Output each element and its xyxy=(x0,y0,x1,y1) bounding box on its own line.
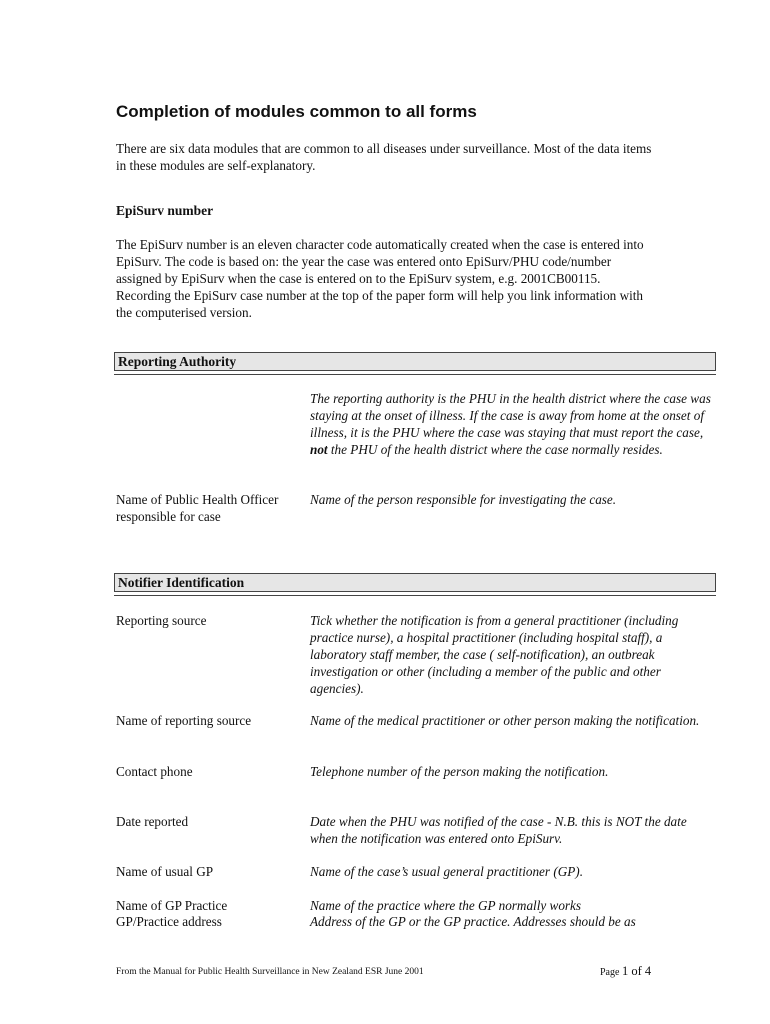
notifier-identification-heading: Notifier Identification xyxy=(118,575,245,590)
reporting-source-label: Reporting source xyxy=(116,613,207,628)
reporting-authority-desc-part: the PHU of the health district where the case normally resides. xyxy=(327,442,663,457)
gp-address-description: Address of the GP or the GP practice. Addresses should be as xyxy=(310,914,636,929)
usual-gp-description: Name of the case’s usual general practitioner (GP). xyxy=(310,864,583,879)
reporting-authority-desc-part: The reporting authority is the PHU in the health district where the case was staying at the onset of illness. If the case is away from home at the onset of illness, it is the PHU where the case was staying that must report the case, xyxy=(310,391,711,440)
page-title: Completion of modules common to all forms xyxy=(116,102,477,121)
reporting-authority-description xyxy=(310,390,716,458)
gp-address-label: GP/Practice address xyxy=(116,914,222,929)
officer-description: Name of the person responsible for investigating the case. xyxy=(310,492,617,507)
page-count: 1 of 4 xyxy=(621,964,652,978)
footer-source: From the Manual for Public Health Surveillance in New Zealand ESR June 2001 xyxy=(116,967,424,977)
gp-practice-description: Name of the practice where the GP normally works xyxy=(310,898,582,913)
page-prefix: Page xyxy=(600,967,622,978)
reporting-authority-header xyxy=(114,352,716,371)
gp-practice-label: Name of GP Practice xyxy=(116,898,228,913)
contact-phone-label: Contact phone xyxy=(116,764,193,779)
page-number xyxy=(600,964,651,979)
reporting-authority-heading: Reporting Authority xyxy=(118,354,237,369)
episurv-paragraph: The EpiSurv number is an eleven character code automatically created when the case is entered into EpiSurv. The code is based on: the year the case was entered onto EpiSurv/PHU code/number assigned by EpiSurv when the case is entered on to the EpiSurv system, e.g. 2001CB00115. Recording the EpiSurv case number at the top of the paper form will help you link information with the computerised version. xyxy=(116,237,644,320)
section-divider xyxy=(114,374,716,375)
reporting-source-description: Tick whether the notification is from a general practitioner (including practice nurse), a hospital practitioner (including hospital staff), a laboratory staff member, the case ( self-notification), an outbreak investigation or other (including a member of the public and other agencies). xyxy=(310,613,679,696)
intro-paragraph: There are six data modules that are common to all diseases under surveillance. Most of the data items in these modules are self-explanatory. xyxy=(116,141,652,173)
contact-phone-description: Telephone number of the person making the notification. xyxy=(310,764,609,779)
reporting-source-name-label: Name of reporting source xyxy=(116,713,252,728)
reporting-authority-desc-emphasis: not xyxy=(310,442,328,457)
section-divider xyxy=(114,595,716,596)
date-reported-description: Date when the PHU was notified of the case - N.B. this is NOT the date when the notification was entered onto EpiSurv. xyxy=(310,814,687,846)
reporting-source-name-description: Name of the medical practitioner or other person making the notification. xyxy=(310,713,700,728)
episurv-heading: EpiSurv number xyxy=(116,203,214,218)
date-reported-label: Date reported xyxy=(116,814,189,829)
officer-label: Name of Public Health Officer responsible for case xyxy=(116,492,279,524)
notifier-identification-header xyxy=(114,573,716,592)
usual-gp-label: Name of usual GP xyxy=(116,864,214,879)
